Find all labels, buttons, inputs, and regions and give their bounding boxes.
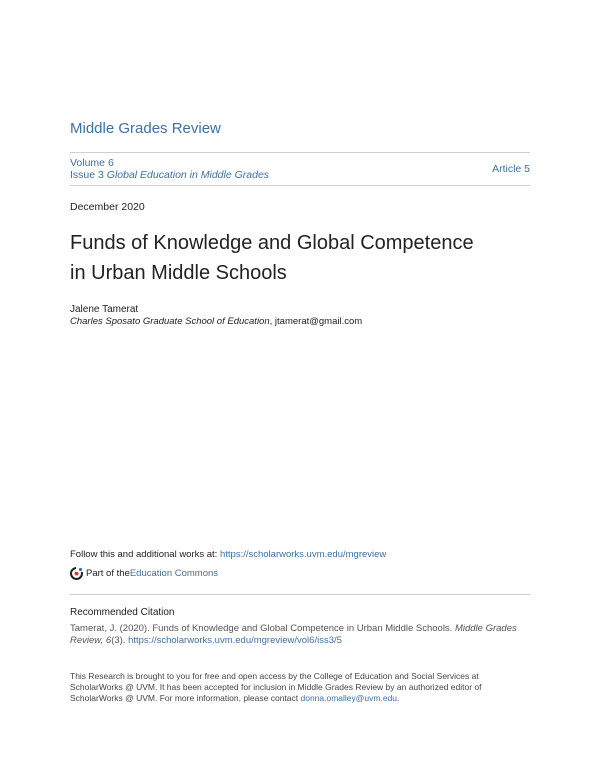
- citation-text: [70, 623, 532, 647]
- affiliation-name: Charles Sposato Graduate School of Education: [70, 316, 270, 327]
- follow-url-link[interactable]: https://scholarworks.uvm.edu/mgreview: [219, 549, 387, 560]
- journal-title-link[interactable]: Middle Grades Review: [70, 120, 221, 137]
- author-email: , jtamerat@gmail.com: [269, 316, 363, 327]
- citation-journal: Middle Grades Review, 6: [70, 623, 517, 646]
- access-notice: [70, 671, 532, 704]
- recommended-citation-heading: Recommended Citation: [70, 607, 175, 618]
- article-number-link[interactable]: Article 5: [492, 163, 530, 175]
- part-of-prefix: Part of the: [86, 568, 130, 579]
- citation-prefix: Tamerat, J. (2020). Funds of Knowledge and Global Competence in Urban Middle Schools.: [70, 623, 455, 634]
- divider-bottom: [70, 185, 530, 186]
- article-title-line-2: in Urban Middle Schools: [70, 262, 287, 284]
- volume-issue-block: [70, 157, 269, 181]
- follow-line: [70, 549, 386, 560]
- part-of-line: [70, 567, 218, 580]
- access-notice-text: This Research is brought to you for free and open access by the College of Education and Social Services at ScholarWorks @ UVM. It has been accepted for inclusion in Middle Grades Review by an authorized editor of ScholarWorks @ UVM. For more information, please contact: [70, 671, 482, 703]
- issue-title: Global Education in Middle Grades: [106, 169, 270, 181]
- divider-top: [70, 152, 530, 153]
- article-title-line-1: Funds of Knowledge and Global Competence: [70, 232, 474, 254]
- citation-issue: (3).: [111, 635, 129, 646]
- access-notice-end: .: [397, 693, 400, 703]
- follow-prefix: Follow this and additional works at:: [70, 549, 220, 560]
- contact-email-link[interactable]: donna.omalley@uvm.edu: [300, 693, 398, 703]
- author-affiliation: [70, 316, 362, 327]
- commons-network-icon: [70, 567, 83, 580]
- publication-date: December 2020: [70, 201, 145, 213]
- education-commons-link[interactable]: Education Commons: [129, 568, 219, 579]
- article-title: [70, 228, 540, 288]
- volume-link[interactable]: Volume 6: [70, 157, 114, 169]
- author-name: Jalene Tamerat: [70, 304, 139, 315]
- issue-number: Issue 3: [70, 169, 104, 181]
- issue-link[interactable]: [70, 169, 269, 181]
- divider-citation: [70, 594, 530, 595]
- citation-url-link[interactable]: https://scholarworks.uvm.edu/mgreview/vol6/iss3/5: [128, 635, 342, 646]
